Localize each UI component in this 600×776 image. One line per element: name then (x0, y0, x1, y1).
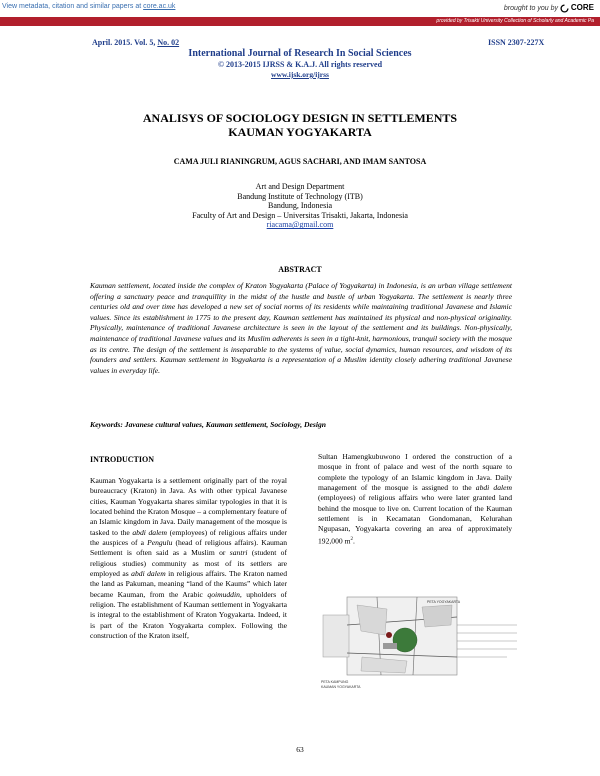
core-brand[interactable] (504, 3, 594, 13)
text-run: (head of religious affairs). Kauman Settlement is often said as a Muslim or (90, 538, 287, 558)
introduction-heading: INTRODUCTION (90, 455, 155, 464)
journal-url-link[interactable]: www.ijsk.org/ijrss (271, 70, 329, 79)
keywords: Keywords: Javanese cultural values, Kauman settlement, Sociology, Design (90, 420, 326, 429)
text-run: Kauman Yogyakarta is a settlement originally part of the royal bureaucracy (Kraton) in Java. As with other typical Javanese cities, Kauman Yogyakarta shares similar typologies in that it is located behind the Kraton Mosque – a complementary feature of an Islamic kingdom in Java. Daily management of the mosque is tasked to the (90, 476, 287, 537)
map-graphic (317, 595, 517, 695)
body-paragraph (90, 476, 287, 642)
core-metadata-label: View metadata, citation and similar papers at (2, 3, 144, 10)
text-run: (employees) of religious affairs under the auspices of a (90, 527, 287, 548)
abstract-text: Kauman settlement, located inside the complex of Kraton Yogyakarta (Palace of Yogyakarta) in Indonesia, is an urban village settlement offering a sanctuary peace and tranquillity in the midst of the hustle and bustle of urban Yogyakarta. The settlement is nearly three centuries old and over time has developed a new set of social norms of its residents while maintaining traditional Javanese and Islamic values. Since its establishment in 1775 to the present day, Kauman settlement has maintained its physical and non-physical originality. Physically, maintenance of traditional Javanese architecture is seen in the layout of the settlement and its buildings. Non-physically, maintenance of traditional Javanese values and its Muslim adherents is seen in a tight-knit, harmonious, tranquil society with the mosque as its centre. The design of the settlement is inseparable to the systems of value, social dynamics, human resources, and wisdom of its founders and settlers. Kauman settlement in Yogyakarta is a representation of a Muslim identity closely adhering traditional Javanese values in everyday life. (90, 281, 512, 375)
text-italic: Pengulu (147, 538, 173, 548)
core-logo-icon (560, 4, 569, 13)
text-italic: abdi dalem (131, 569, 166, 579)
map-title: PETA YOGYAKARTA (427, 600, 461, 604)
issue-prefix: April. 2015. Vol. 5, (92, 38, 158, 47)
text-italic: santri (229, 548, 248, 558)
affiliation-line: Art and Design Department (255, 182, 345, 191)
provider-text: provided by Trisakti University Collection of Scholarly and Academic Pa (436, 18, 594, 24)
kauman-map-figure (317, 595, 517, 695)
affiliation-line: Bandung, Indonesia (268, 201, 332, 211)
issue-info (92, 38, 179, 47)
superscript: 2 (350, 536, 353, 542)
text-run: in religious affairs. The Kraton named the land as Pakuman, meaning “land of the Kaums” which later became Kauman, from the Arabic (90, 569, 287, 599)
core-banner (0, 0, 600, 16)
core-link[interactable]: core.ac.uk (143, 3, 176, 10)
map-inset (323, 615, 349, 657)
map-caption-line2: KAUMAN YOGYAKARTA (321, 685, 361, 689)
paper-title-line1: ANALISYS OF SOCIOLOGY DESIGN IN SETTLEMENTS (142, 111, 458, 125)
issue-number-link[interactable]: No. 02 (157, 38, 180, 47)
text-run: (employees) of religious affairs who were later granted land behind the mosque to live on. Current location of the Kauman settlement is in Kecamatan Gondomanan, Kelurahan Ngupasan, Yogyakarta covering an area of approximately 192,000 m (318, 493, 512, 546)
abstract-heading: ABSTRACT (278, 265, 322, 274)
core-metadata-text (2, 3, 175, 10)
text-italic: abdi dalem (475, 483, 512, 493)
issn: ISSN 2307-227X (488, 38, 545, 47)
core-logo-text: CORE (570, 3, 594, 12)
journal-name: International Journal of Research In Social Sciences (188, 48, 412, 59)
text-italic: abdi dalem (132, 527, 168, 537)
body-paragraph (318, 452, 512, 547)
text-run: , upholders of religion. The establishment of Kauman settlement in Yogyakarta is integral to the establishment of Kraton Yogyakarta. Indeed, it is part of the Kraton Yogyakarta complex. Following the construction of the Kraton itself, (90, 589, 287, 641)
provider-banner (0, 17, 600, 26)
journal-url[interactable] (0, 70, 600, 79)
paper-title (0, 111, 600, 139)
page-number: 63 (296, 745, 304, 754)
affiliation (0, 182, 600, 230)
text-italic: qoimuddin (207, 589, 240, 599)
copyright: © 2013-2015 IJRSS & K.A.J. All rights reserved (217, 60, 383, 69)
text-run: Sultan Hamengkubuwono I ordered the construction of a mosque in front of palace and west of the north square to complete the typology of an Islamic kingdom in Java. Daily management of the mosque is assigned to the (318, 452, 512, 493)
paper-title-line2: KAUMAN YOGYAKARTA (228, 125, 372, 139)
affiliation-line: Bandung Institute of Technology (ITB) (237, 191, 363, 201)
mosque-marker (386, 632, 392, 638)
authors: CAMA JULI RIANINGRUM, AGUS SACHARI, AND IMAM SANTOSA (173, 157, 427, 166)
author-email-link[interactable]: riacama@gmail.com (266, 220, 334, 230)
map-caption-line1: PETA KAMPUNG (321, 680, 349, 684)
text-run: (student of religious studies) community as most of its settlers are employed as (90, 548, 287, 579)
affiliation-line: Faculty of Art and Design – Universitas Trisakti, Jakarta, Indonesia (192, 210, 408, 220)
body-column-right (318, 452, 512, 547)
body-column-left (90, 476, 287, 642)
text-run: . (353, 536, 355, 546)
core-brought-by: brought to you by (503, 5, 558, 12)
